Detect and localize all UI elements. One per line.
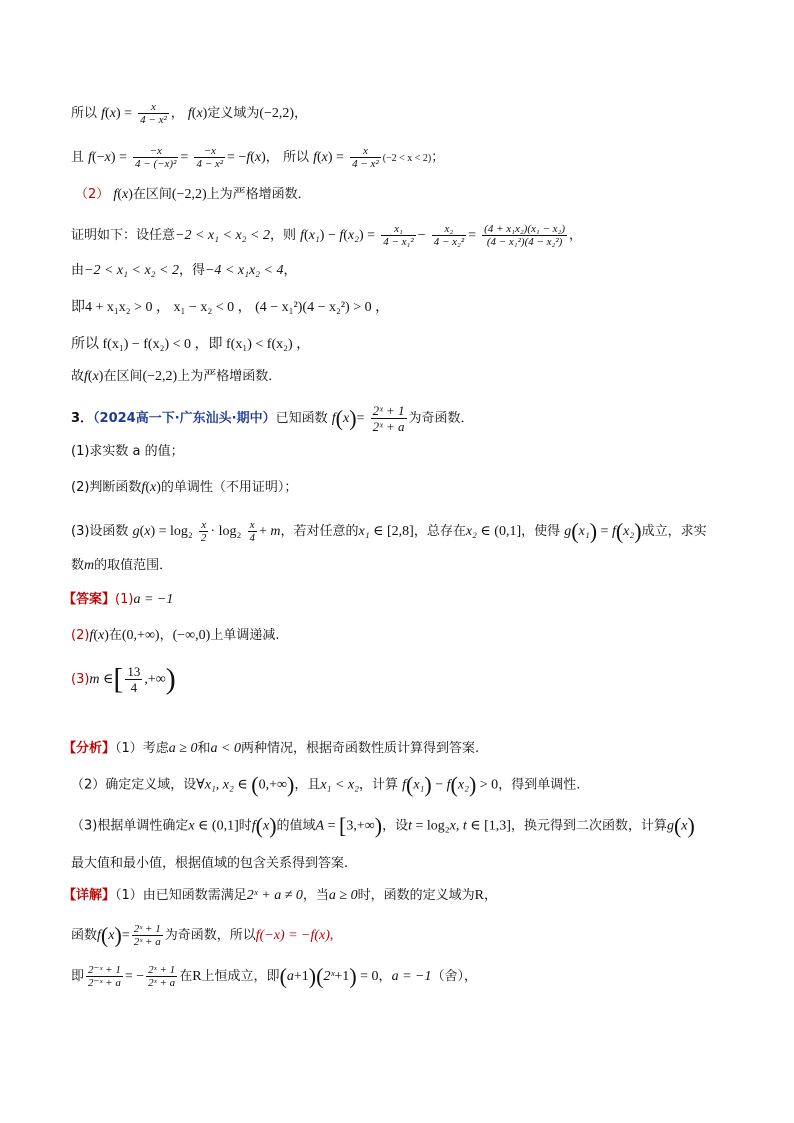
detail-line-2: 函数f(x)= $\frac{\text{2ˣ + 1}}{\text{2ˣ + a}}$ 为奇函数，所以f(−x) = −f(x), xyxy=(71,922,334,948)
text-line: 由−2 < x₁ < x₂ < 2，得−4 < x₁x₂ < 4， xyxy=(71,263,297,278)
analysis-line-3: （3)根据单调性确定x ∈ (0,1]时f(x)的值域A = [3,+∞)，设t = log₂x, t ∈ [1,3]，换元得到二次函数，计算g(x) xyxy=(71,813,695,838)
question-stem: 3．（2024高一下·广东汕头·期中）已知函数 f(x)= $\frac{\text{2ˣ + 1}}{\text{2ˣ + a}}$ 为奇函数． xyxy=(71,403,474,434)
question-part-3: (3)设函数 g(x) = log₂ $\frac{x}{2}$ · log₂ $\frac{x}{4}$ + m，若对任意的x₁ ∈ [2,8]，总存在x₂ ∈ (0,1]，使得 g(x₁) = f(x₂)成立，求实 xyxy=(71,518,707,544)
text-line: 证明如下：设任意−2 < x₁ < x₂ < 2，则 f(x₁) − f(x₂) = $\frac{\text{x₁}}{\text{4 − x₁²}}$ − $\frac{\text{x₂}}{\text{4 − x₂²}}$ = $\frac{\text{(4 + x₁x₂)(x₁ − x₂)}}{\text{(4 − x₁²)(4 − x₂²)}}$ ， xyxy=(71,223,583,248)
text-line: 所以 f(x₁) − f(x₂) < 0 ，即 f(x₁) < f(x₂) ， xyxy=(71,337,311,352)
analysis-line-1: 【分析】（1）考虑a ≥ 0和a < 0两种情况，根据奇函数性质计算得到答案. xyxy=(63,741,480,756)
fraction: $\frac{x}{\text{4 − x²}}$ xyxy=(140,101,167,126)
question-part-2: (2)判断函数f(x)的单调性（不用证明）； xyxy=(71,480,298,495)
analysis-line-2: （2）确定定义域，设∀x₁, x₂ ∈ (0,+∞)，且x₁ < x₂，计算 f(x₁) − f(x₂) > 0，得到单调性. xyxy=(71,772,581,797)
question-part-3-cont: 数m的取值范围． xyxy=(71,558,173,573)
text-line: 故f(x)在区间(−2,2)上为严格增函数． xyxy=(71,369,282,384)
answer-line-2: (2)f(x)在(0,+∞)，(−∞,0)上单调递减. xyxy=(71,628,280,643)
text-line: （2） f(x)在区间(−2,2)上为严格增函数． xyxy=(75,187,311,202)
detail-line-1: 【详解】（1）由已知函数需满足2ˣ + a ≠ 0，当a ≥ 0时，函数的定义域为R， xyxy=(63,888,497,903)
question-part-1: (1)求实数 a 的值； xyxy=(71,444,184,459)
answer-line-3: (3)m ∈[ $\frac{13}{4}$ ,+∞) xyxy=(71,662,176,696)
text-line: 且 f(−x) = $\frac{-x}{\text{4 − (−x)²}}$ = $\frac{-x}{\text{4 − x²}}$ = −f(x)， 所以 f(x) = $\frac{x}{\text{4 − x²}}$ (−2 < x < 2)； xyxy=(71,145,445,170)
text-line: 所以 f(x) = $\frac{x}{\text{4 − x²}}$ ， f(x)定义域为(−2,2)， xyxy=(71,101,308,126)
answer-line-1: 【答案】(1)a = −1 xyxy=(63,592,174,607)
text-line: 即4 + x₁x₂ > 0 ， x₁ − x₂ < 0 ， (4 − x₁²)(4 − x₂²) > 0 ， xyxy=(71,300,390,315)
detail-line-3: 即 $\frac{\text{2⁻ˣ + 1}}{\text{2⁻ˣ + a}}$ = − $\frac{\text{2ˣ + 1}}{\text{2ˣ + a}}$ 在R上恒成立，即(a+1)(2ˣ+1) = 0，a = −1（舍）， xyxy=(71,963,477,989)
analysis-line-4: 最大值和最小值，根据值域的包含关系得到答案. xyxy=(71,856,349,871)
